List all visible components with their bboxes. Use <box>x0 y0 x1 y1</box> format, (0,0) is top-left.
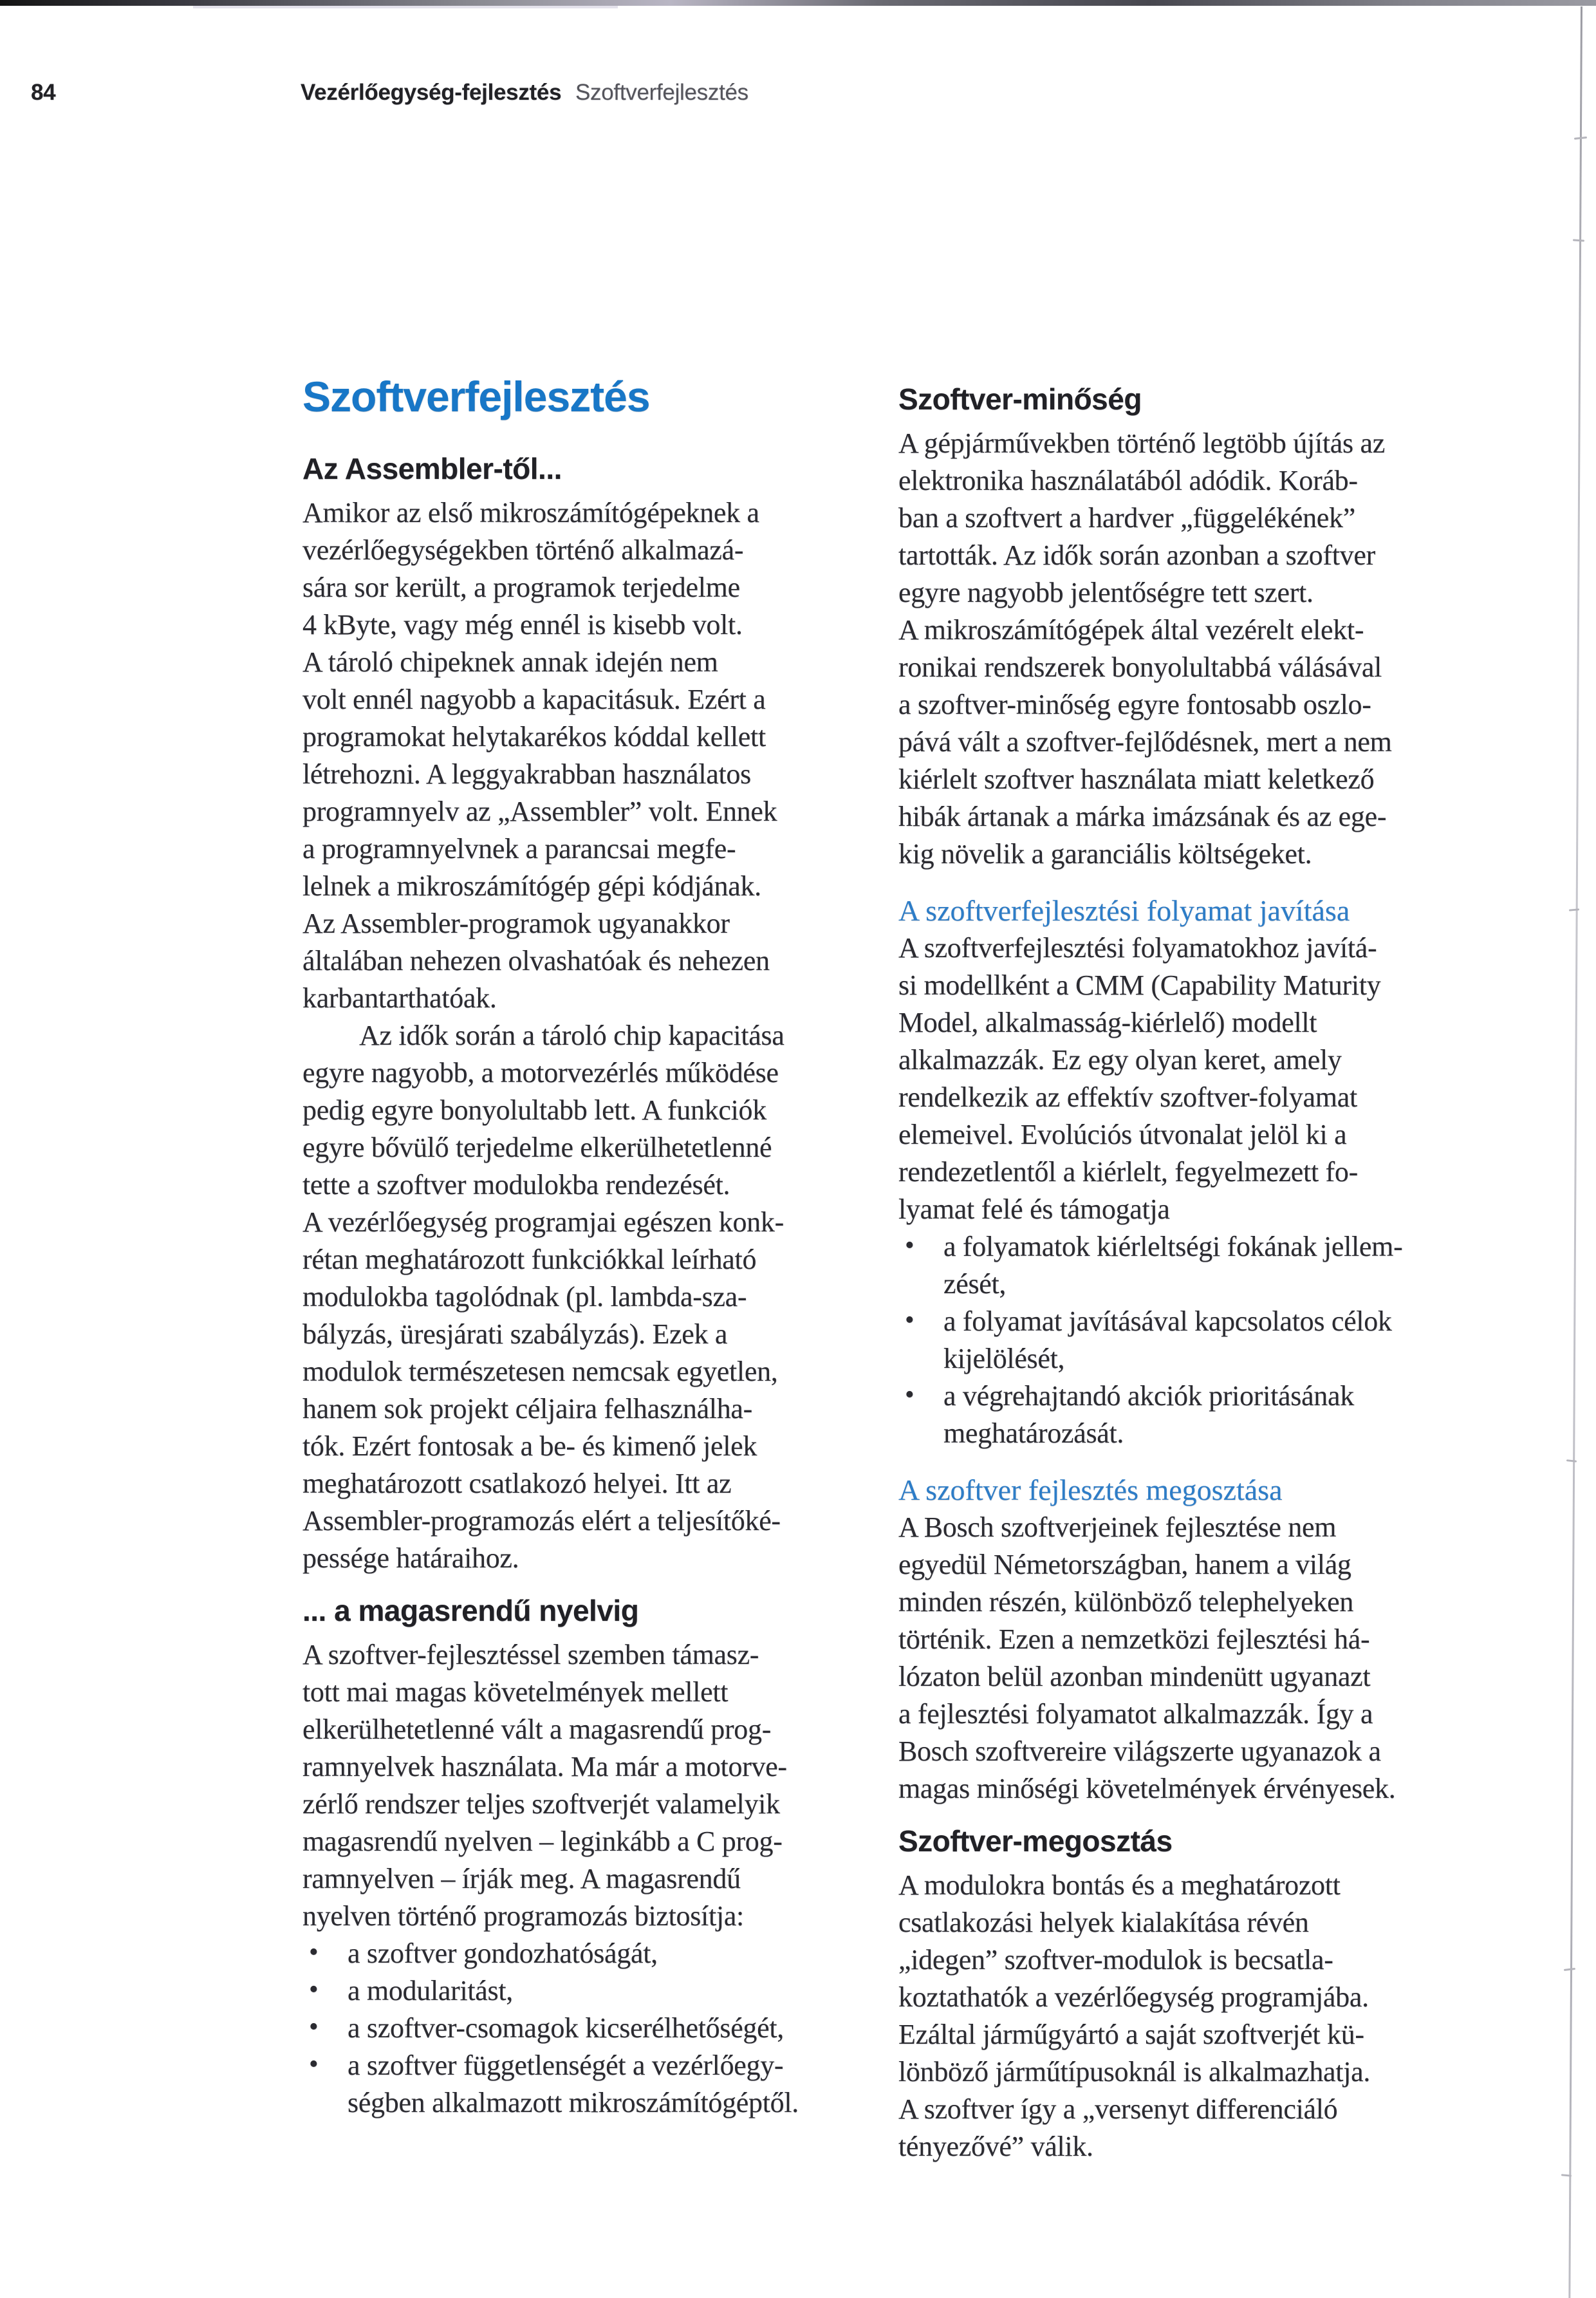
text-line: zését, <box>943 1268 1007 1300</box>
text-line: A gépjárművekben történő legtöbb újítás az <box>898 427 1385 459</box>
section-heading: ... a magasrendű nyelvig <box>302 1594 639 1627</box>
text-line: lelnek a mikroszámítógép gépi kódjának. <box>302 870 761 902</box>
text-line: rétan meghatározott funkciókkal leírható <box>302 1244 757 1275</box>
text-line: kig növelik a garanciális költségeket. <box>898 838 1312 870</box>
text-line: meghatározását. <box>943 1417 1124 1449</box>
bullet-text <box>943 1303 1552 1378</box>
bullet-item <box>302 1972 885 2010</box>
bullet-item <box>898 1228 1552 1303</box>
paragraph <box>898 1867 1552 2165</box>
text-line: elektronika használatából adódik. Koráb- <box>898 465 1358 496</box>
text-line: A szoftver így a „versenyt differenciáló <box>898 2093 1338 2125</box>
text-line: csatlakozási helyek kialakítása révén <box>898 1907 1309 1938</box>
text-line: egyre nagyobb, a motorvezérlés működése <box>302 1057 779 1088</box>
text-line: magas minőségi követelmények érvényesek. <box>898 1773 1396 1804</box>
text-line: Bosch szoftvereire világszerte ugyanazok a <box>898 1735 1381 1767</box>
text-line: elemeivel. Evolúciós útvonalat jelöl ki a <box>898 1119 1347 1150</box>
text-line: vezérlőegységekben történő alkalmazá- <box>302 534 744 566</box>
bullet-dot: • <box>309 1938 319 1967</box>
scan-mark <box>1566 1459 1577 1462</box>
paragraph <box>302 1017 885 1577</box>
text-line: sára sor került, a programok terjedelme <box>302 572 740 603</box>
section-heading: Az Assembler-től... <box>302 452 562 485</box>
text-line: kiérlelt szoftver használata miatt keletkező <box>898 763 1375 795</box>
bullet-dot: • <box>905 1305 914 1335</box>
text-line: a szoftver-minőség egyre fontosabb oszlo- <box>898 689 1371 720</box>
bullet-item <box>302 1935 885 1972</box>
left-column-blocks <box>302 451 885 2122</box>
text-line: a fejlesztési folyamatot alkalmazzák. Így a <box>898 1698 1373 1730</box>
header-chapter: Vezérlőegység-fejlesztés <box>301 80 562 105</box>
text-line: nyelven történő programozás biztosítja: <box>302 1900 744 1932</box>
text-line: Amikor az első mikroszámítógépeknek a <box>302 497 759 528</box>
text-line: tette a szoftver modulokba rendezését. <box>302 1169 730 1200</box>
bullet-text <box>348 2010 885 2047</box>
bullet-list <box>898 1228 1552 1452</box>
text-line: a folyamatok kiérleltségi fokának jellem- <box>943 1231 1403 1262</box>
text-line: a szoftver gondozhatóságát, <box>348 1938 658 1969</box>
text-line: ramnyelvek használata. Ma már a motorve- <box>302 1751 787 1782</box>
scan-mark <box>1569 908 1579 911</box>
bullet-dot: • <box>905 1380 914 1410</box>
text-line: tott mai magas követelmények mellett <box>302 1676 728 1708</box>
text-line: tók. Ezért fontosak a be- és kimenő jelek <box>302 1430 757 1462</box>
text-line: egyre bővülő terjedelme elkerülhetetlenné <box>302 1132 772 1163</box>
text-line: A szoftver-fejlesztéssel szemben támasz- <box>302 1639 759 1670</box>
text-line: Model, alkalmasság-kiérlelő) modellt <box>898 1007 1317 1038</box>
left-column <box>302 372 885 2122</box>
text-line: meghatározott csatlakozó helyei. Itt az <box>302 1468 732 1499</box>
text-line: lyamat felé és támogatja <box>898 1193 1170 1225</box>
text-line: lózaton belül azonban mindenütt ugyanazt <box>898 1661 1371 1692</box>
text-line: alkalmazzák. Ez egy olyan keret, amely <box>898 1044 1342 1076</box>
text-line: pedig egyre bonyolultabb lett. A funkciók <box>302 1094 766 1126</box>
text-line: tartották. Az idők során azonban a szoftver <box>898 539 1375 571</box>
text-line: magasrendű nyelven – leginkább a C prog- <box>302 1826 783 1857</box>
text-line: si modellként a CMM (Capability Maturity <box>898 969 1381 1001</box>
text-line: ramnyelven – írják meg. A magasrendű <box>302 1863 741 1894</box>
scan-page-edge <box>1568 6 1582 2298</box>
text-line: programokat helytakarékos kóddal kellett <box>302 721 766 752</box>
bullet-dot: • <box>309 2012 319 2042</box>
right-column <box>898 381 1552 2165</box>
text-line: programnyelv az „Assembler” volt. Ennek <box>302 796 777 827</box>
paragraph <box>302 1636 885 1935</box>
text-line: A vezérlőegység programjai egészen konk- <box>302 1206 784 1238</box>
text-line: koztathatók a vezérlőegység programjába. <box>898 1981 1369 2013</box>
text-line: a végrehajtandó akciók prioritásának <box>943 1380 1354 1412</box>
text-line: elkerülhetetlenné vált a magasrendű prog- <box>302 1714 772 1745</box>
scan-edge-top <box>0 0 1596 6</box>
text-line: egyedül Németországban, hanem a világ <box>898 1549 1351 1580</box>
bullet-item <box>898 1378 1552 1452</box>
bullet-text <box>348 1935 885 1972</box>
text-line: Az Assembler-programok ugyanakkor <box>302 908 730 939</box>
page-title: Szoftverfejlesztés <box>302 373 650 420</box>
text-line: a szoftver-csomagok kicserélhetőségét, <box>348 2012 784 2044</box>
scan-mark <box>1561 2174 1572 2176</box>
text-line: modulok természetesen nemcsak egyetlen, <box>302 1356 778 1387</box>
text-line: létrehozni. A leggyakrabban használatos <box>302 758 751 790</box>
bullet-dot: • <box>309 2050 319 2079</box>
bullet-dot: • <box>905 1231 914 1260</box>
text-line: a szoftver függetlenségét a vezérlőegy- <box>348 2050 784 2081</box>
text-line: A modulokra bontás és a meghatározott <box>898 1869 1341 1901</box>
paragraph <box>898 929 1552 1228</box>
paragraph <box>302 494 885 1017</box>
text-line: Assembler-programozás elért a teljesítőké- <box>302 1505 781 1537</box>
bullet-dot: • <box>309 1975 319 2004</box>
text-line: lönböző járműtípusoknál is alkalmazhatja. <box>898 2056 1371 2088</box>
text-line: rendezetlentől a kiérlelt, fegyelmezett fo- <box>898 1156 1358 1188</box>
right-column-blocks <box>898 381 1552 2165</box>
text-line: zérlő rendszer teljes szoftverjét valamelyik <box>302 1788 780 1820</box>
header-section: Szoftverfejlesztés <box>575 80 748 105</box>
scan-mark <box>1564 1968 1575 1971</box>
text-line: ronikai rendszerek bonyolultabbá válásával <box>898 651 1382 683</box>
text-line: A szoftverfejlesztési folyamatokhoz javítá- <box>898 932 1377 964</box>
scan-mark <box>1573 239 1584 241</box>
text-line: általában nehezen olvashatóak és nehezen <box>302 945 770 976</box>
text-line: történik. Ezen a nemzetközi fejlesztési há- <box>898 1623 1370 1655</box>
text-line: A mikroszámítógépek által vezérelt elekt- <box>898 614 1364 646</box>
text-line: karbantarthatóak. <box>302 982 497 1014</box>
text-line: „idegen” szoftver-modulok is becsatla- <box>898 1944 1333 1976</box>
text-line: a folyamat javításával kapcsolatos célok <box>943 1305 1392 1337</box>
scan-edge-top-glow <box>193 6 618 8</box>
text-line: a programnyelvnek a parancsai megfe- <box>302 833 736 864</box>
paragraph <box>898 425 1552 873</box>
text-line: volt ennél nagyobb a kapacitásuk. Ezért a <box>302 684 766 715</box>
blue-subheading: A szoftverfejlesztési folyamat javítása <box>898 894 1350 927</box>
text-line: bályzás, üresjárati szabályzás). Ezek a <box>302 1318 728 1350</box>
text-line: pessége határaihoz. <box>302 1542 519 1574</box>
bullet-text <box>348 2047 885 2122</box>
text-line: A Bosch szoftverjeinek fejlesztése nem <box>898 1511 1337 1543</box>
text-line: modulokba tagolódnak (pl. lambda-sza- <box>302 1281 747 1312</box>
text-line: Ezáltal járműgyártó a saját szoftverjét kü- <box>898 2019 1364 2050</box>
section-heading: Szoftver-megosztás <box>898 1824 1173 1858</box>
bullet-list <box>302 1935 885 2122</box>
blue-subheading: A szoftver fejlesztés megosztása <box>898 1473 1283 1506</box>
text-line: ban a szoftvert a hardver „függelékének” <box>898 502 1355 534</box>
paragraph <box>898 1509 1552 1808</box>
text-line: hanem sok projekt céljaira felhasználha- <box>302 1393 753 1425</box>
bullet-text <box>943 1228 1552 1303</box>
text-line: tényezővé” válik. <box>898 2131 1093 2162</box>
bullet-item <box>898 1303 1552 1378</box>
text-line: kijelölését, <box>943 1343 1065 1374</box>
bullet-item <box>302 2047 885 2122</box>
text-line: hibák ártanak a márka imázsának és az ege- <box>898 801 1387 832</box>
page-number: 84 <box>31 80 56 105</box>
bullet-text <box>943 1378 1552 1452</box>
text-line: minden részén, különböző telephelyeken <box>898 1586 1354 1618</box>
text-line: Az idők során a tároló chip kapacitása <box>359 1020 784 1051</box>
bullet-item <box>302 2010 885 2047</box>
text-line: 4 kByte, vagy még ennél is kisebb volt. <box>302 609 743 640</box>
text-line: A tároló chipeknek annak idején nem <box>302 646 718 678</box>
text-line: ségben alkalmazott mikroszámítógéptől. <box>348 2087 799 2118</box>
section-heading: Szoftver-minőség <box>898 382 1142 416</box>
text-line: rendelkezik az effektív szoftver-folyamat <box>898 1081 1357 1113</box>
bullet-text <box>348 1972 885 2010</box>
text-line: a modularitást, <box>348 1975 513 2006</box>
text-line: pává vált a szoftver-fejlődésnek, mert a nem <box>898 726 1392 758</box>
text-line: egyre nagyobb jelentőségre tett szert. <box>898 577 1313 608</box>
